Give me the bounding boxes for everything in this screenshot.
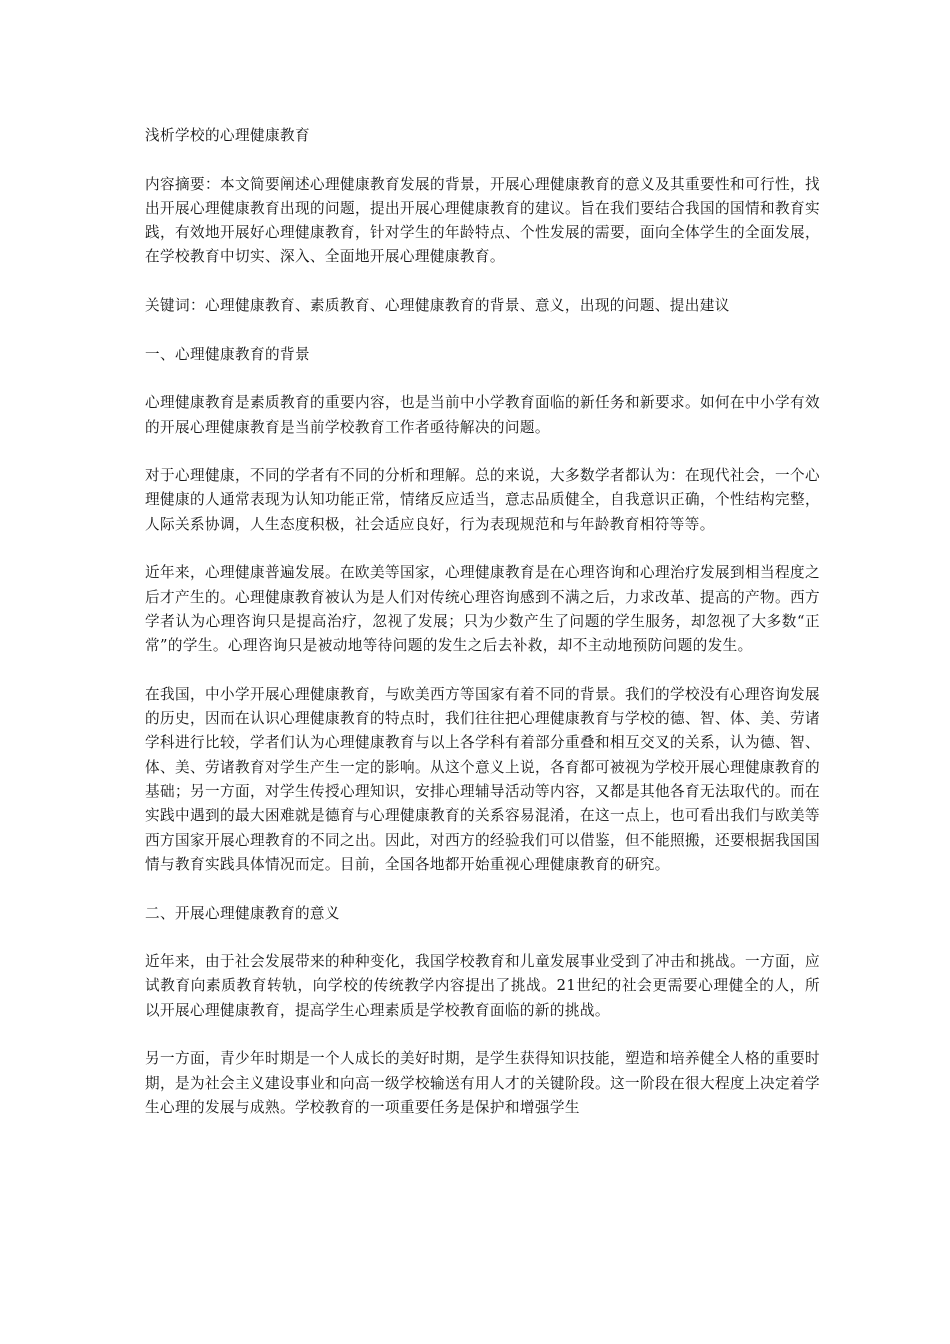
body-paragraph: 在我国，中小学开展心理健康教育，与欧美西方等国家有着不同的背景。我们的学校没有心理咨询发展的历史，因而在认识心理健康教育的特点时，我们往往把心理健康教育与学校的德、智、体、美、劳诸学科进行比较，学者们认为心理健康教育与以上各学科有着部分重叠和相互交叉的关系，认为德、智、体、美、劳诸教育对学生产生一定的影响。从这个意义上说，各育都可被视为学校开展心理健康教育的基础；另一方面，对学生传授心理知识，安排心理辅导活动等内容，又都是其他各育无法取代的。而在实践中遇到的最大困难就是德育与心理健康教育的关系容易混淆，在这一点上，也可看出我们与欧美等西方国家开展心理教育的不同之出。因此，对西方的经验我们可以借鉴，但不能照搬，还要根据我国国情与教育实践具体情况而定。目前，全国各地都开始重视心理健康教育的研究。	[145, 685, 820, 873]
document-title: 浅析学校的心理健康教育	[145, 127, 310, 144]
body-paragraph: 对于心理健康，不同的学者有不同的分析和理解。总的来说，大多数学者都认为：在现代社会，一个心理健康的人通常表现为认知功能正常，情绪反应适当，意志品质健全，自我意识正确，个性结构完整，人际关系协调，人生态度积极，社会适应良好，行为表现规范和与年龄教育相符等等。	[145, 467, 820, 533]
document-body	[145, 124, 820, 1144]
body-paragraph: 近年来，由于社会发展带来的种种变化，我国学校教育和儿童发展事业受到了冲击和挑战。一方面，应试教育向素质教育转轨，向学校的传统教学内容提出了挑战。21世纪的社会更需要心理健全的人，所以开展心理健康教育，提高学生心理素质是学校教育面临的新的挑战。	[145, 953, 820, 1019]
section-heading-background: 一、心理健康教育的背景	[145, 345, 310, 363]
body-paragraph: 心理健康教育是素质教育的重要内容，也是当前中小学教育面临的新任务和新要求。如何在中小学有效的开展心理健康教育是当前学校教育工作者亟待解决的问题。	[145, 394, 820, 436]
abstract-paragraph: 内容摘要：本文简要阐述心理健康教育发展的背景，开展心理健康教育的意义及其重要性和可行性，找出开展心理健康教育出现的问题，提出开展心理健康教育的建议。旨在我们要结合我国的国情和教育实践，有效地开展好心理健康教育，针对学生的年龄特点、个性发展的需要，面向全体学生的全面发展，在学校教育中切实、深入、全面地开展心理健康教育。	[145, 175, 820, 266]
body-paragraph: 另一方面，青少年时期是一个人成长的美好时期，是学生获得知识技能，塑造和培养健全人格的重要时期，是为社会主义建设事业和向高一级学校输送有用人才的关键阶段。这一阶段在很大程度上决定着学生心理的发展与成熟。学校教育的一项重要任务是保护和增强学生	[145, 1050, 820, 1116]
keywords-paragraph: 关键词：心理健康教育、素质教育、心理健康教育的背景、意义，出现的问题、提出建议	[145, 297, 730, 315]
body-paragraph: 近年来，心理健康普遍发展。在欧美等国家，心理健康教育是在心理咨询和心理治疗发展到相当程度之后才产生的。心理健康教育被认为是人们对传统心理咨询感到不满之后，力求改革、提高的产物。西方学者认为心理咨询只是提高治疗，忽视了发展；只为少数产生了问题的学生服务，却忽视了大多数“正常”的学生。心理咨询只是被动地等待问题的发生之后去补救，却不主动地预防问题的发生。	[145, 564, 820, 655]
section-heading-significance: 二、开展心理健康教育的意义	[145, 904, 340, 922]
